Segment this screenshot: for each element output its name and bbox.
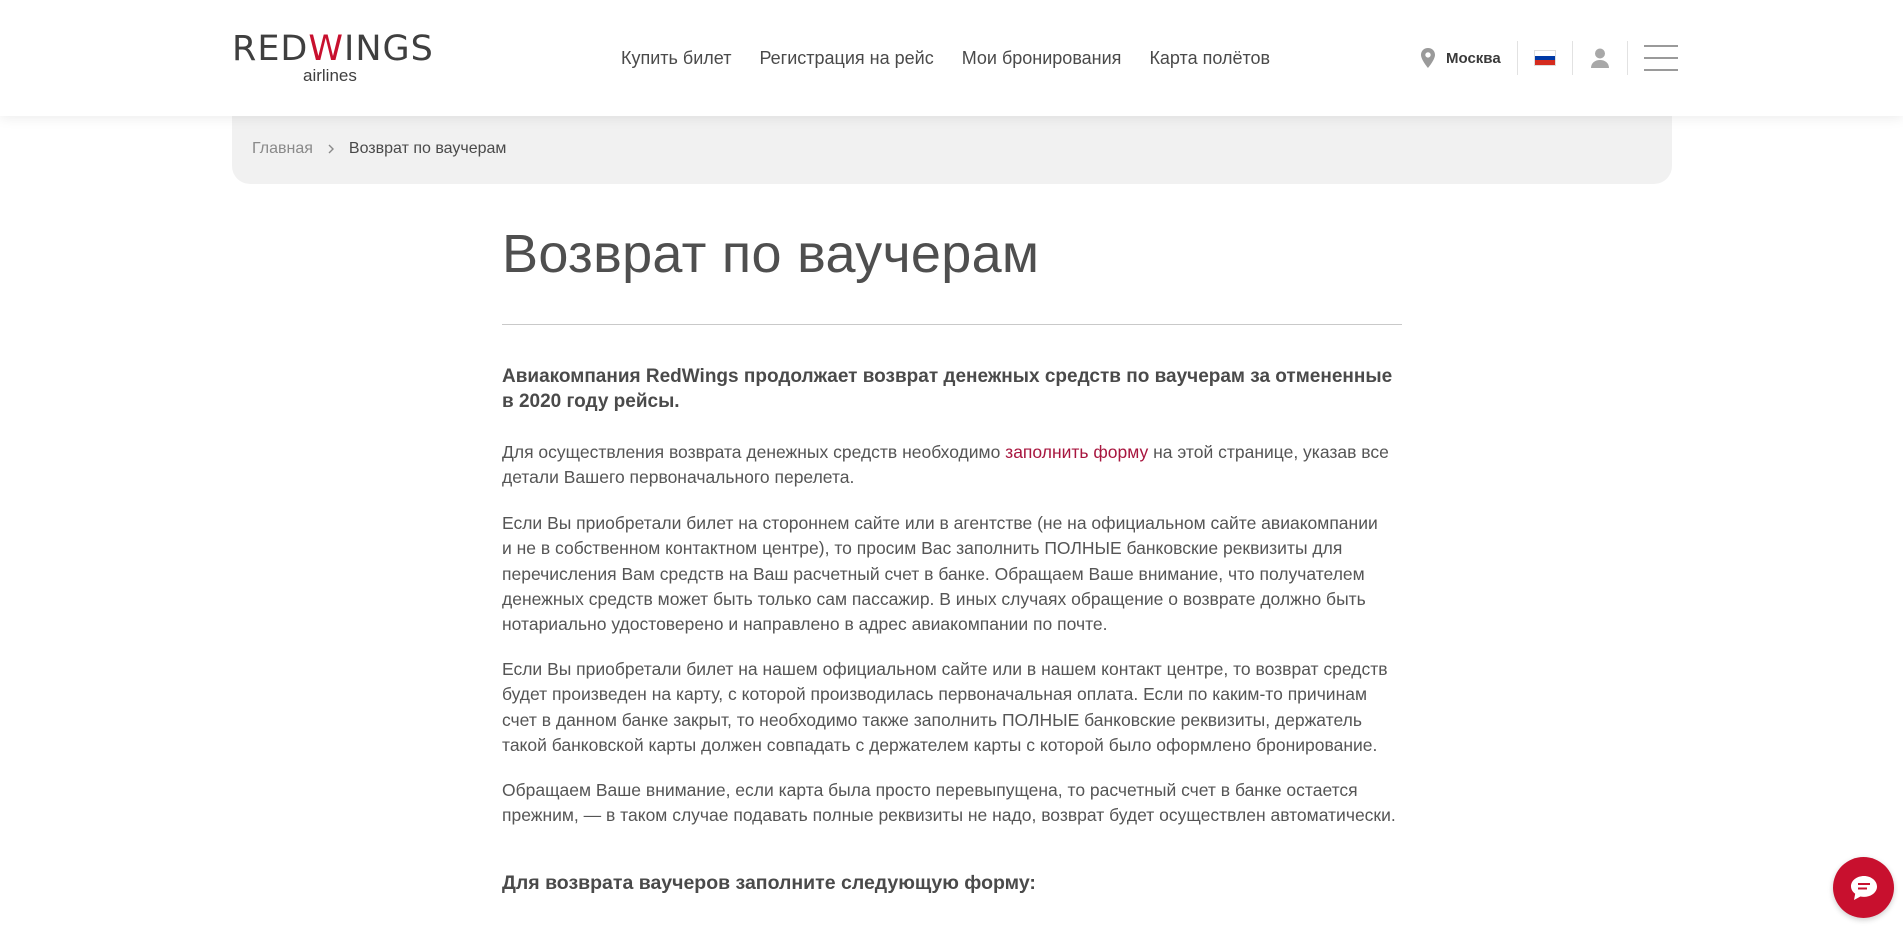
city-selector[interactable] [1420, 48, 1501, 68]
fill-form-link[interactable]: заполнить форму [1005, 442, 1149, 462]
header-tools [1420, 40, 1678, 76]
divider [1627, 41, 1628, 75]
hamburger-menu-icon[interactable] [1644, 45, 1678, 71]
lead-paragraph: Авиакомпания RedWings продолжает возврат денежных средств по ваучерам за отмененные в 2020 году рейсы. [502, 366, 1393, 412]
logo-subtitle: airlines [303, 66, 357, 85]
chevron-right-icon [326, 144, 336, 154]
logo-text-red: RED [232, 29, 309, 69]
paragraph-reissued-card: Обращаем Ваше внимание, если карта была просто перевыпущена, то расчетный счет в банке остается прежним, — в таком случае подавать полные реквизиты не надо, возврат будет осуществлен автоматически. [502, 780, 1396, 826]
form-heading: Для возврата ваучеров заполните следующую форму: [502, 872, 1036, 894]
logo-wing-letter: W [308, 29, 344, 69]
pin-icon [1420, 48, 1436, 68]
breadcrumb [252, 140, 506, 158]
paragraph-text: Для осуществления возврата денежных средств необходимо [502, 442, 1006, 462]
flag-ru-icon[interactable] [1534, 50, 1556, 66]
paragraph-third-party: Если Вы приобретали билет на стороннем сайте или в агентстве (не на официальном сайте авиакомпании и не в собственном контактном центре), то просим Вас заполнить ПОЛНЫЕ банковские реквизиты для перечисления Вам средств на Ваш расчетный счет в банке. Обращаем Ваше внимание, что получателем денежных средств может быть только сам пассажир. В иных случаях обращение о возврате должно быть нотариально удостоверено и направлено в адрес авиакомпании по почте. [502, 513, 1378, 635]
redwings-logo[interactable] [232, 30, 432, 86]
chat-button[interactable] [1833, 857, 1894, 918]
form-labels-cutoff [502, 924, 1402, 934]
site-header [0, 0, 1903, 116]
nav-flight-map[interactable]: Карта полётов [1149, 48, 1271, 68]
nav-check-in[interactable]: Регистрация на рейс [759, 48, 934, 68]
paragraph-text: на этой странице, указав все детали Вашего первоначального перелета. [502, 442, 1389, 488]
divider [1517, 41, 1518, 75]
main-nav [621, 46, 1298, 70]
user-icon[interactable] [1589, 47, 1611, 69]
city-label: Москва [1446, 49, 1501, 67]
logo-text-ings: INGS [344, 29, 434, 69]
page-title: Возврат по ваучерам [502, 224, 1040, 284]
title-divider [502, 324, 1402, 325]
chat-bubble-icon [1849, 874, 1879, 902]
main-content [502, 215, 1402, 894]
breadcrumb-bar [232, 116, 1672, 184]
breadcrumb-home-link[interactable]: Главная [252, 140, 313, 157]
nav-my-bookings[interactable]: Мои бронирования [961, 48, 1122, 68]
paragraph-form-intro [502, 440, 1402, 491]
divider [1572, 41, 1573, 75]
paragraph-official-site: Если Вы приобретали билет на нашем официальном сайте или в нашем контакт центре, то возврат средств будет произведен на карту, с которой производилась первоначальная оплата. Если по каким-то причинам счет в данном банке закрыт, то необходимо также заполнить ПОЛНЫЕ банковские реквизиты, держатель такой банковской карты должен совпадать с держателем карты с которой было оформлено бронирование. [502, 659, 1388, 755]
breadcrumb-current: Возврат по ваучерам [348, 140, 507, 157]
nav-buy-ticket[interactable]: Купить билет [621, 48, 732, 68]
